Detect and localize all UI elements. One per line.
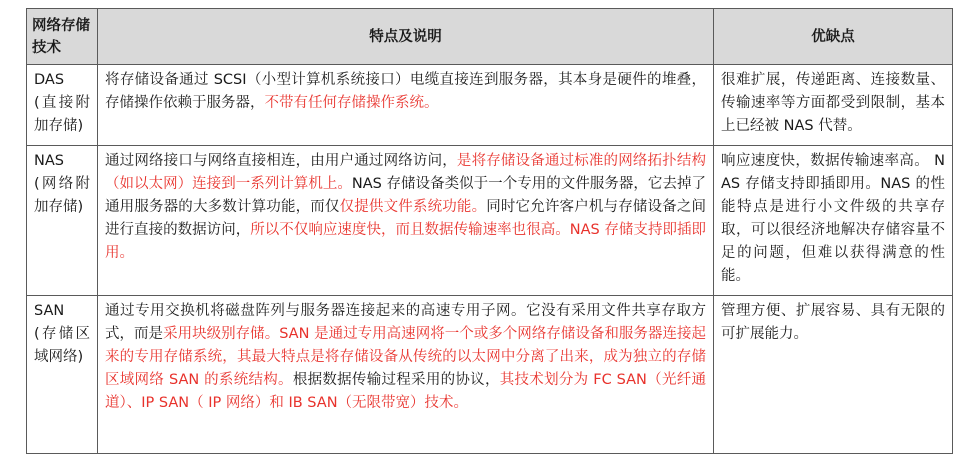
tech-label-part: (网络附加存储)	[34, 176, 90, 215]
table-row	[27, 65, 953, 146]
row-pros-cons-nas: 响应速度快，数据传输速率高。 NAS 存储支持即插即用。NAS 的性能特点是进行小文件级的共享存取，可以很经济地解决存储容量不足的问题，但难以获得满意的性能。	[714, 146, 953, 296]
highlight-text: 仅提供文件系统功能。	[339, 199, 487, 215]
body-text: 同时它允许客户机与存储设备之间进行直接的数据访问，	[105, 199, 707, 238]
row-desc-das	[98, 65, 714, 146]
body-text: 通过专用交换机将磁盘阵列与服务器连接起来的高速专用子网。它没有采用文件共享存取方式，而是	[105, 303, 706, 342]
highlight-text: 其技术划分为 FC SAN（光纤通道）、IP SAN（ IP 网络）和 IB SAN（无限带宽）技术。	[105, 372, 707, 411]
row-pros-cons-san: 管理方便、扩展容易、具有无限的可扩展能力。	[714, 296, 953, 454]
row-tech-nas	[27, 146, 98, 296]
storage-table-container	[26, 8, 953, 454]
tech-label-part: NAS	[34, 153, 64, 169]
row-pros-cons-das: 很难扩展，传递距离、连接数量、传输速率等方面都受到限制，基本上已经被 NAS 代替。	[714, 65, 953, 146]
body-text: 将存储设备通过 SCSI（小型计算机系统接口）电缆直接连到服务器，其本身是硬件的堆叠，存储操作依赖于服务器，	[105, 72, 706, 111]
highlight-text: 所以不仅响应速度快，而且数据传输速率也很高。NAS 存储支持即插即用。	[105, 222, 707, 261]
header-tech: 网络存储技术	[27, 9, 98, 65]
tech-label-part: DAS	[34, 72, 65, 88]
table-header-row	[27, 9, 953, 65]
row-desc-nas	[98, 146, 714, 296]
tech-label-part: (存储区域网络)	[34, 326, 90, 365]
body-text: NAS 存储设备类似于一个专用的文件服务器，它去掉了通用服务器的大多数计算功能，而仅	[105, 176, 707, 215]
table-row	[27, 146, 953, 296]
highlight-text: 是将存储设备通过标准的网络拓扑结构（如以太网）连接到一系列计算机上。	[105, 153, 707, 192]
body-text: 根据数据传输过程采用的协议，	[292, 372, 500, 388]
tech-label-part: SAN	[34, 303, 65, 319]
storage-comparison-table	[26, 8, 953, 454]
table-row	[27, 296, 953, 454]
row-tech-san	[27, 296, 98, 454]
tech-label-part: (直接附加存储)	[34, 95, 90, 134]
highlight-text: 不带有任何存储操作系统。	[264, 95, 439, 111]
row-tech-das	[27, 65, 98, 146]
highlight-text: 采用块级别存储。SAN 是通过专用高速网将一个或多个网络存储设备和服务器连接起来的专用存储系统，其最大特点是将存储设备从传统的以太网中分离了出来，成为独立的存储区域网络 SAN 的系统结构。	[105, 326, 706, 388]
body-text: 通过网络接口与网络直接相连，由用户通过网络访问，	[105, 153, 457, 169]
row-desc-san	[98, 296, 714, 454]
header-pros-cons: 优缺点	[714, 9, 953, 65]
header-desc: 特点及说明	[98, 9, 714, 65]
